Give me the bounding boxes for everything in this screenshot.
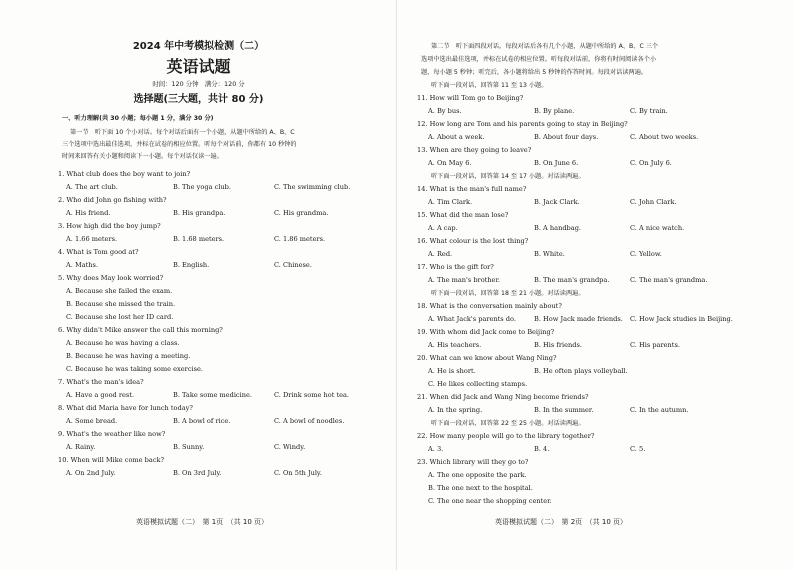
answer-option: C. Windy. xyxy=(274,443,306,451)
answer-option: A. His teachers. xyxy=(428,341,482,349)
question-stem: 10. When will Mike come back? xyxy=(58,456,165,464)
exam-meta: 时间：120 分钟 满分：120 分 xyxy=(152,80,245,88)
answer-option: A. What Jack's parents do. xyxy=(428,315,516,323)
answer-option: B. The yoga club. xyxy=(173,183,231,191)
answer-option: B. A handbag. xyxy=(534,224,582,232)
part-heading: 一、听力理解(共 30 小题；每小题 1 分，满分 30 分) xyxy=(62,115,214,122)
answer-option: C. By train. xyxy=(630,107,668,115)
answer-option: C. About two weeks. xyxy=(630,133,699,141)
section-note: 听下面一段对话，回答第 18 至 21 小题。对话读两遍。 xyxy=(431,290,585,297)
question-stem: 7. What's the man's idea? xyxy=(58,378,144,386)
instruction-line: 题，每小题 5 秒钟；听完后，各小题将给出 5 秒钟的作答时间。每段对话读两遍。 xyxy=(421,69,648,76)
question-stem: 1. What club does the boy want to join? xyxy=(58,170,191,178)
instruction-line: 选项中选出最佳选项，并标在试卷的相应位置。听每段对话前，你将有时间阅读各个小 xyxy=(421,56,657,63)
answer-option: C. John Clark. xyxy=(630,198,677,206)
answer-option: C. His parents. xyxy=(630,341,680,349)
answer-option: A. 3. xyxy=(428,445,444,453)
answer-option: B. Sunny. xyxy=(173,443,205,451)
question-stem: 20. What can we know about Wang Ning? xyxy=(417,354,557,362)
answer-option: C. Drink some hot tea. xyxy=(274,391,350,399)
answer-option: A. His friend. xyxy=(66,209,111,217)
answer-option: B. About four days. xyxy=(534,133,599,141)
answer-option: B. He often plays volleyball. xyxy=(534,367,628,375)
answer-option: C. On 5th July. xyxy=(274,469,322,477)
answer-option: C. The one near the shopping center. xyxy=(428,497,552,505)
answer-option: A. By bus. xyxy=(428,107,462,115)
answer-option: B. The one next to the hospital. xyxy=(428,484,533,492)
answer-option: C. The man's grandma. xyxy=(630,276,708,284)
answer-option: B. How Jack made friends. xyxy=(534,315,623,323)
answer-option: C. 1.86 meters. xyxy=(274,235,326,243)
answer-option: C. A bowl of noodles. xyxy=(274,417,345,425)
answer-option: B. Because he was having a meeting. xyxy=(66,352,191,360)
question-stem: 19. With whom did Jack come to Beijing? xyxy=(417,328,555,336)
answer-option: A. About a week. xyxy=(428,133,485,141)
page-footer: 英语模拟试题（二） 第 1页 （共 10 页） xyxy=(136,518,269,526)
answer-option: A. 1.66 meters. xyxy=(66,235,118,243)
question-stem: 4. What is Tom good at? xyxy=(58,248,139,256)
answer-option: C. In the autumn. xyxy=(630,406,689,414)
answer-option: B. The man's grandpa. xyxy=(534,276,610,284)
answer-option: B. Jack Clark. xyxy=(534,198,580,206)
answer-option: B. White. xyxy=(534,250,565,258)
section-note: 听下面一段对话，回答第 14 至 17 小题。对话读两遍。 xyxy=(431,173,585,180)
exam-title: 2024 年中考模拟检测（二） xyxy=(132,41,265,52)
instruction-line: 时间来回答有关小题和阅读下一小题。每个对话仅读一遍。 xyxy=(62,153,223,160)
answer-option: C. The swimming club. xyxy=(274,183,351,191)
question-stem: 9. What's the weather like now? xyxy=(58,430,166,438)
answer-option: C. Because he was taking some exercise. xyxy=(66,365,204,373)
answer-option: B. Take some medicine. xyxy=(173,391,252,399)
answer-option: A. Rainy. xyxy=(66,443,96,451)
answer-option: A. Some bread. xyxy=(66,417,118,425)
answer-option: C. Chinese. xyxy=(274,261,312,269)
answer-option: B. 4. xyxy=(534,445,550,453)
question-stem: 5. Why does May look worried? xyxy=(58,274,164,282)
answer-option: C. How Jack studies in Beijing. xyxy=(630,315,733,323)
section-note: 听下面一段对话，回答第 11 至 13 小题。 xyxy=(431,82,548,89)
question-stem: 14. What is the man's full name? xyxy=(417,185,527,193)
answer-option: A. Have a good rest. xyxy=(66,391,135,399)
question-stem: 18. What is the conversation mainly about? xyxy=(417,302,562,310)
instruction-line: 三个选项中选出最佳选项，并标在试卷的相应位置。听每个对话前，你都有 10 秒钟的 xyxy=(62,141,297,148)
question-stem: 3. How high did the boy jump? xyxy=(58,222,161,230)
answer-option: A. Red. xyxy=(428,250,453,258)
question-stem: 16. What colour is the lost thing? xyxy=(417,237,529,245)
question-stem: 6. Why didn't Mike answer the call this morning? xyxy=(58,326,223,334)
answer-option: C. He likes collecting stamps. xyxy=(428,380,528,388)
question-stem: 22. How many people will go to the library together? xyxy=(417,432,595,440)
question-stem: 15. What did the man lose? xyxy=(417,211,509,219)
section-title: 选择题(三大题，共计 80 分) xyxy=(133,94,264,105)
answer-option: B. 1.68 meters. xyxy=(173,235,225,243)
answer-option: A. A cap. xyxy=(428,224,458,232)
answer-option: A. The one opposite the park. xyxy=(428,471,527,479)
answer-option: B. On 3rd July. xyxy=(173,469,222,477)
instruction-line: 第一节 听下面 10 个小对话。每个对话后面有一个小题，从题中所给的 A、B、C xyxy=(70,129,295,136)
answer-option: B. His friends. xyxy=(534,341,582,349)
answer-option: A. On 2nd July. xyxy=(66,469,116,477)
answer-option: A. Tim Clark. xyxy=(428,198,473,206)
subject-title: 英语试题 xyxy=(166,57,231,76)
answer-option: A. Because she failed the exam. xyxy=(66,287,173,295)
question-stem: 21. When did Jack and Wang Ning become friends? xyxy=(417,393,589,401)
answer-option: B. Because she missed the train. xyxy=(66,300,176,308)
question-stem: 12. How long are Tom and his parents going to stay in Beijing? xyxy=(417,120,628,128)
answer-option: A. In the spring. xyxy=(428,406,483,414)
answer-option: C. 5. xyxy=(630,445,646,453)
answer-option: C. His grandma. xyxy=(274,209,329,217)
answer-option: A. The art club. xyxy=(66,183,118,191)
question-stem: 13. When are they going to leave? xyxy=(417,146,532,154)
answer-option: A. The man's brother. xyxy=(428,276,500,284)
answer-option: B. By plane. xyxy=(534,107,575,115)
answer-option: B. In the summer. xyxy=(534,406,594,414)
answer-option: B. His grandpa. xyxy=(173,209,226,217)
answer-option: B. On June 6. xyxy=(534,159,579,167)
answer-option: C. On July 6. xyxy=(630,159,672,167)
answer-option: B. English. xyxy=(173,261,210,269)
question-stem: 2. Who did John go fishing with? xyxy=(58,196,167,204)
question-stem: 17. Who is the gift for? xyxy=(417,263,494,271)
answer-option: A. He is short. xyxy=(428,367,476,375)
section-note: 听下面一段对话，回答第 22 至 25 小题。对话读两遍。 xyxy=(431,420,585,427)
page-footer: 英语模拟试题（二） 第 2页 （共 10 页） xyxy=(495,518,628,526)
question-stem: 8. What did Maria have for lunch today? xyxy=(58,404,193,412)
question-stem: 23. Which library will they go to? xyxy=(417,458,529,466)
answer-option: C. Because she lost her ID card. xyxy=(66,313,174,321)
answer-option: B. A bowl of rice. xyxy=(173,417,231,425)
right-page xyxy=(397,0,794,570)
answer-option: A. Maths. xyxy=(66,261,99,269)
answer-option: C. Yellow. xyxy=(630,250,662,258)
question-stem: 11. How will Tom go to Beijing? xyxy=(417,94,524,102)
answer-option: C. A nice watch. xyxy=(630,224,685,232)
answer-option: A. Because he was having a class. xyxy=(66,339,180,347)
answer-option: A. On May 6. xyxy=(428,159,472,167)
instruction-line: 第二节 听下面四段对话。每段对话后各有几个小题，从题中所给的 A、B、C 三个 xyxy=(431,43,659,50)
